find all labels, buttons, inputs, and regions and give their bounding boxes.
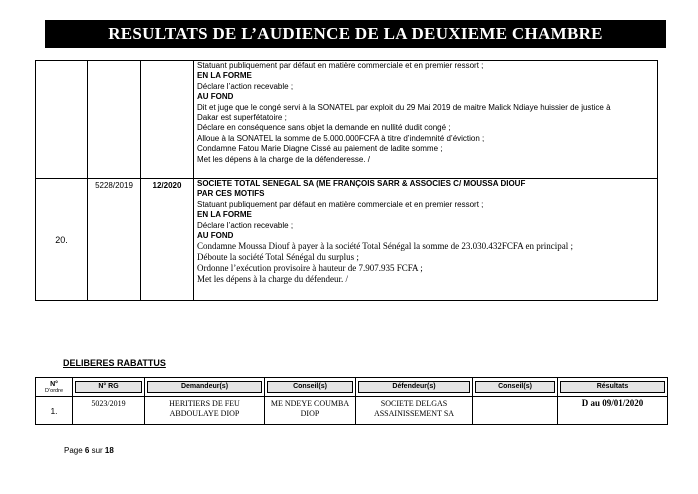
case-row (36, 61, 658, 179)
header-conseil (473, 378, 558, 397)
row-defendeur: SOCIETE DELGAS ASSAINISSEMENT SA (356, 397, 473, 425)
case-repertoire: 12/2020 (141, 179, 194, 301)
decision-line: Dit et juge que le congé servi à la SONATEL par exploit du 29 Mai 2019 de maitre Malick Ndiaye huissier de justice à (197, 102, 611, 112)
case-rg (88, 61, 141, 179)
deliberes-title: DELIBERES RABATTUS (63, 358, 166, 368)
table-row (36, 397, 668, 425)
row-demandeur: HERITIERS DE FEU ABDOULAYE DIOP (145, 397, 265, 425)
decision-heading: EN LA FORME (197, 210, 252, 220)
case-decision (194, 179, 658, 301)
row-conseil-defendeur (473, 397, 558, 425)
decision-line: Dakar est superfétatoire ; (197, 113, 287, 123)
header-defendeur (356, 378, 473, 397)
footer-prefix: Page (64, 446, 85, 455)
decision-line: Alloue à la SONATEL la somme de 5.000.000FCFA à titre d’indemnité d’éviction ; (197, 133, 485, 143)
header-rg (73, 378, 145, 397)
decision-line: Met les dépens à la charge de la défenderesse. / (197, 154, 370, 164)
decision-line: Condamne Fatou Marie Diagne Cissé au paiement de ladite somme ; (197, 144, 443, 154)
footer-page: 6 (84, 446, 90, 455)
decision-line: Statuant publiquement par défaut en matière commerciale et en premier ressort ; (197, 61, 484, 70)
case-rg: 5228/2019 (88, 179, 141, 301)
row-conseil: ME NDEYE COUMBA DIOP (265, 397, 356, 425)
decision-line: Déclare l’action recevable ; (197, 220, 294, 230)
results-table (35, 60, 658, 301)
header-ordre-label: N° (50, 380, 58, 388)
case-decision (194, 61, 658, 179)
header-demandeur (145, 378, 265, 397)
header-resultats-label: Résultats (560, 381, 665, 393)
header-ordre-sub: D’ordre (44, 387, 64, 394)
decision-line: Déclare l’action recevable ; (197, 81, 294, 91)
page-title: RESULTATS DE L’AUDIENCE DE LA DEUXIEME CHAMBRE (108, 24, 603, 43)
case-repertoire (141, 61, 194, 179)
decision-line: Statuant publiquement par défaut en matière commerciale et en premier ressort ; (197, 199, 484, 209)
footer-total: 18 (104, 446, 114, 455)
header-demandeur-label: Demandeur(s) (147, 381, 262, 393)
decision-heading: PAR CES MOTIFS (197, 189, 265, 199)
header-rg-label: N° RG (75, 381, 142, 393)
header-ordre (36, 378, 73, 397)
decision-line: Condamne Moussa Diouf à payer à la société Total Sénégal la somme de 23.030.432FCFA en principal ; (197, 241, 573, 252)
decision-line: Déboute la société Total Sénégal du surplus ; (197, 252, 359, 263)
case-parties: SOCIETE TOTAL SENEGAL SA (ME FRANÇOIS SARR & ASSOCIES C/ MOUSSA DIOUF (197, 179, 526, 188)
header-conseil-label: Conseil(s) (475, 381, 555, 393)
header-banner (45, 20, 666, 48)
decision-heading: EN LA FORME (197, 71, 252, 81)
decision-heading: AU FOND (197, 231, 234, 241)
row-resultat: D au 09/01/2020 (558, 397, 668, 425)
row-rg: 5023/2019 (73, 397, 145, 425)
footer-sep: sur (89, 446, 105, 455)
page-footer (64, 446, 114, 455)
decision-line: Ordonne l’exécution provisoire à hauteur de 7.907.935 FCFA ; (197, 263, 423, 274)
header-defendeur-label: Défendeur(s) (358, 381, 470, 393)
header-resultats (558, 378, 668, 397)
case-number (36, 61, 88, 179)
decision-heading: AU FOND (197, 92, 234, 102)
row-ordre: 1. (36, 397, 73, 425)
case-number: 20. (36, 179, 88, 301)
case-row (36, 179, 658, 301)
deliberes-header-row (36, 378, 668, 397)
header-conseil-label: Conseil(s) (267, 381, 353, 393)
deliberes-table (35, 377, 668, 425)
header-conseil (265, 378, 356, 397)
decision-line: Déclare en conséquence sans objet la demande en nullité dudit congé ; (197, 123, 451, 133)
decision-line: Met les dépens à la charge du défendeur. / (197, 273, 349, 284)
